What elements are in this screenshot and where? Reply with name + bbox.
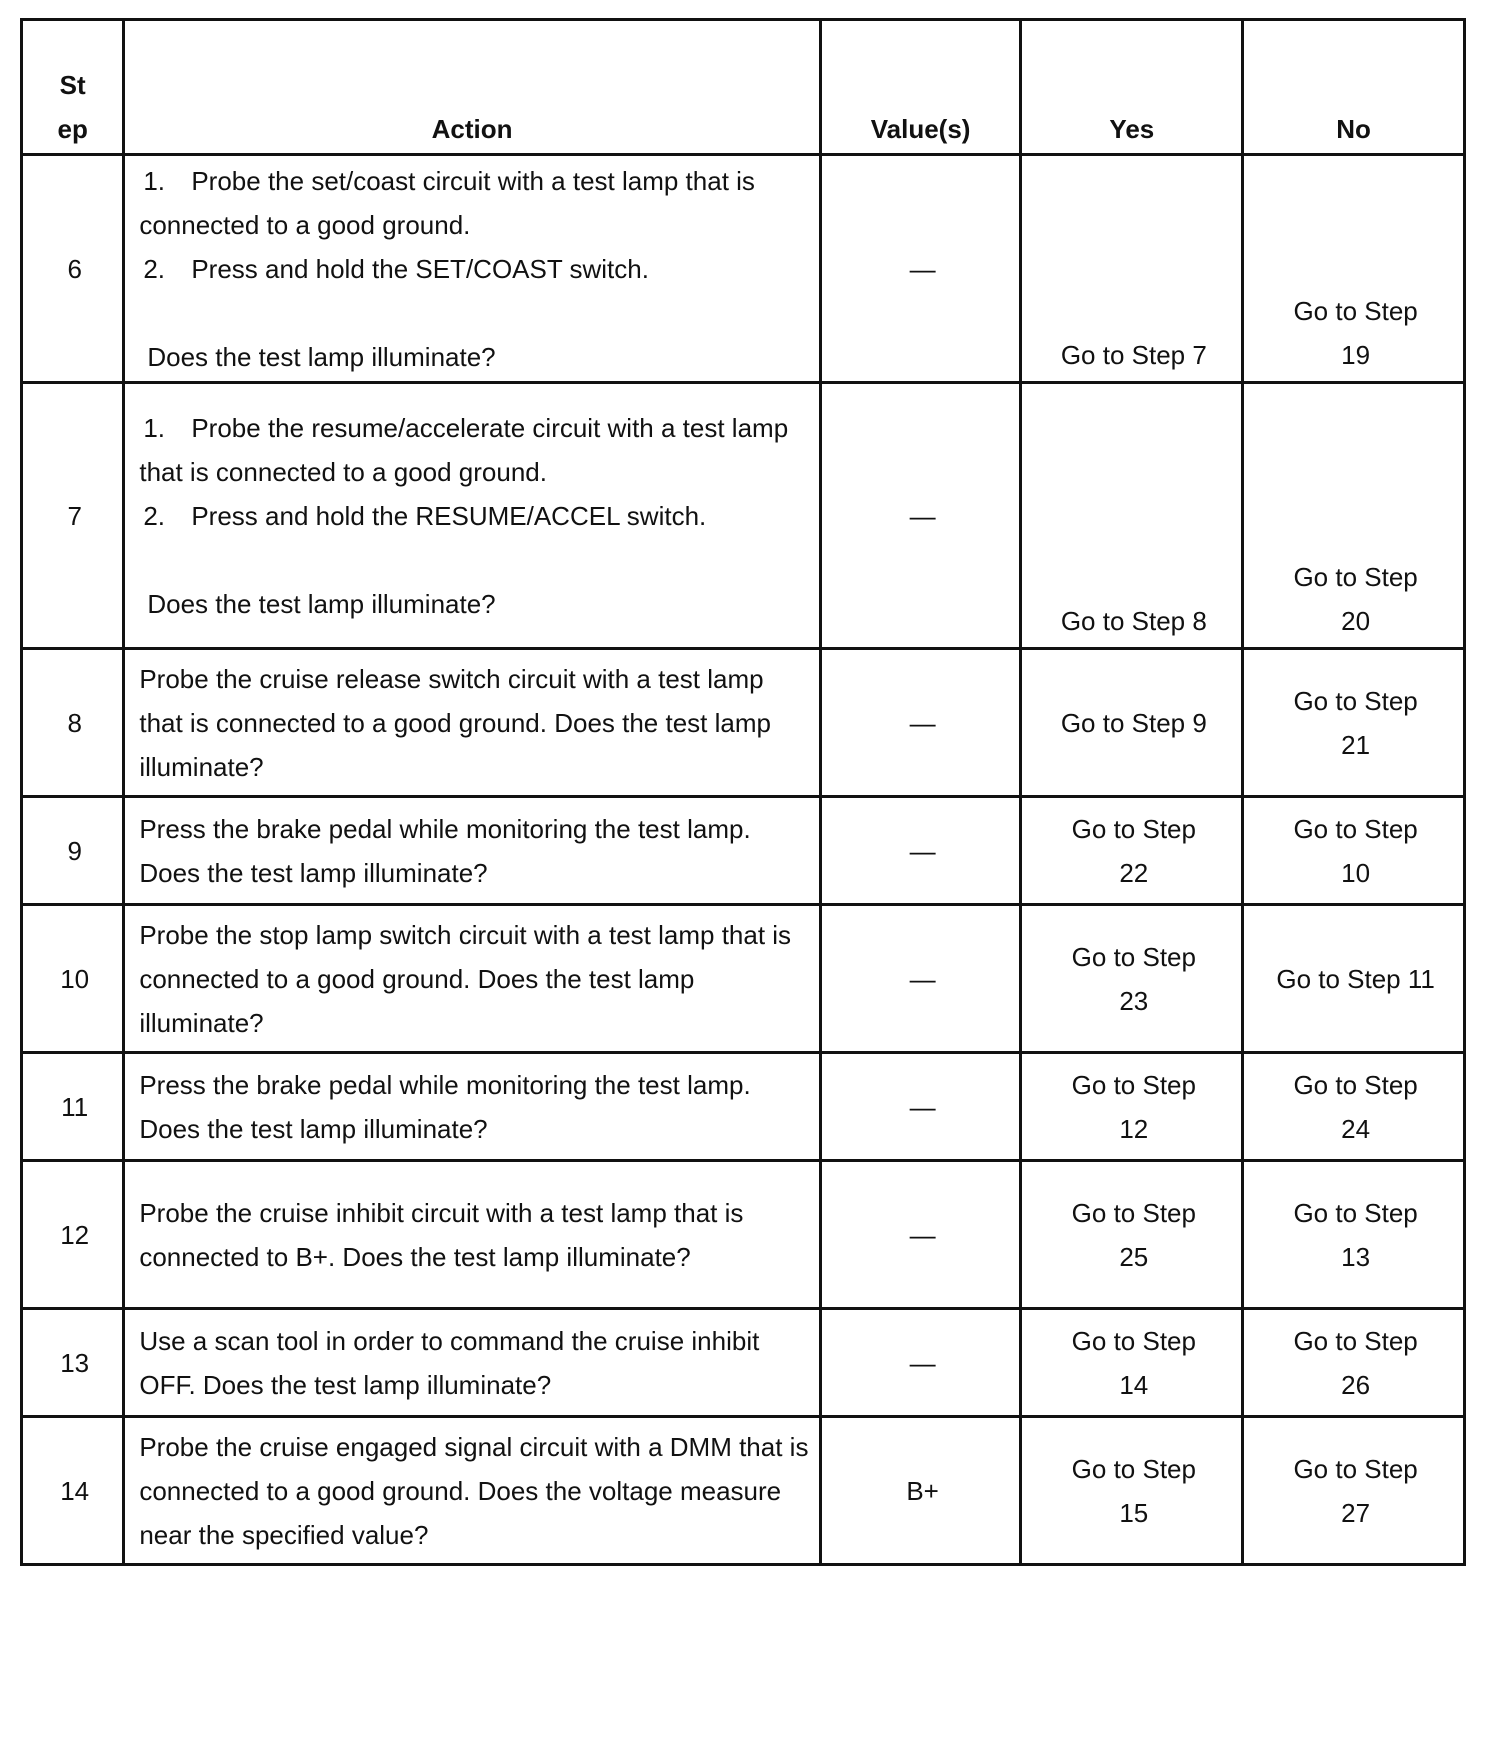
action-text: Press the brake pedal while monitoring the test lamp. Does the test lamp illuminate?	[139, 1069, 751, 1144]
value-cell: —	[820, 797, 1021, 905]
no-goto-text: Go to Step 26	[1293, 1325, 1418, 1400]
action-cell	[124, 649, 820, 797]
action-list-item	[139, 494, 808, 538]
list-item-text: Probe the set/coast circuit with a test lamp that is connected to a good ground.	[139, 165, 755, 240]
yes-cell	[1021, 1053, 1243, 1161]
value-cell: —	[820, 905, 1021, 1053]
table-row	[22, 649, 1465, 797]
action-text: Probe the stop lamp switch circuit with a test lamp that is connected to a good ground. Does the test lamp illuminate?	[139, 919, 792, 1038]
table-row	[22, 1417, 1465, 1565]
table-row	[22, 797, 1465, 905]
list-item-number: 1.	[143, 412, 166, 443]
list-item-number: 1.	[143, 165, 166, 196]
action-question: Does the test lamp illuminate?	[147, 588, 496, 619]
no-cell	[1243, 155, 1465, 383]
no-cell	[1243, 1417, 1465, 1565]
table-body	[22, 155, 1465, 1565]
yes-goto-text: Go to Step 12	[1071, 1069, 1196, 1144]
yes-cell	[1021, 1417, 1243, 1565]
yes-cell	[1021, 797, 1243, 905]
table-row	[22, 1053, 1465, 1161]
header-step: St ep	[22, 20, 124, 155]
action-text: Use a scan tool in order to command the cruise inhibit OFF. Does the test lamp illuminate?	[139, 1325, 760, 1400]
yes-cell	[1021, 905, 1243, 1053]
action-cell	[124, 905, 820, 1053]
action-text: Probe the cruise engaged signal circuit with a DMM that is connected to a good ground. Does the voltage measure near the specified value?	[139, 1431, 809, 1550]
step-number: 7	[22, 383, 124, 649]
yes-cell	[1021, 383, 1243, 649]
action-cell	[124, 383, 820, 649]
step-number: 6	[22, 155, 124, 383]
yes-goto-text: Go to Step 7	[1060, 340, 1207, 370]
header-action: Action	[124, 20, 820, 155]
action-list-item	[139, 247, 808, 291]
yes-goto-text: Go to Step 9	[1060, 707, 1207, 738]
action-cell	[124, 1309, 820, 1417]
no-goto-text: Go to Step 27	[1293, 1453, 1418, 1528]
action-cell	[124, 155, 820, 383]
action-cell	[124, 1053, 820, 1161]
table-header	[22, 20, 1465, 155]
step-number: 9	[22, 797, 124, 905]
yes-cell	[1021, 155, 1243, 383]
yes-goto-text: Go to Step 25	[1071, 1197, 1196, 1272]
header-values: Value(s)	[820, 20, 1021, 155]
no-cell	[1243, 1309, 1465, 1417]
yes-goto-text: Go to Step 8	[1060, 606, 1207, 636]
table-row	[22, 905, 1465, 1053]
yes-cell	[1021, 1161, 1243, 1309]
list-item-number: 2.	[143, 253, 166, 284]
list-item-text: Press and hold the RESUME/ACCEL switch.	[191, 500, 707, 531]
no-cell	[1243, 1053, 1465, 1161]
action-text: Press the brake pedal while monitoring the test lamp. Does the test lamp illuminate?	[139, 813, 751, 888]
header-no: No	[1243, 20, 1465, 155]
action-cell	[124, 1161, 820, 1309]
value-cell: —	[820, 1309, 1021, 1417]
table-row	[22, 1161, 1465, 1309]
diagnostic-table	[20, 18, 1466, 1566]
step-number: 12	[22, 1161, 124, 1309]
action-cell	[124, 1417, 820, 1565]
value-cell: B+	[820, 1417, 1021, 1565]
action-cell	[124, 797, 820, 905]
no-goto-text: Go to Step 24	[1293, 1069, 1418, 1144]
no-goto-text: Go to Step 11	[1276, 963, 1435, 994]
yes-cell	[1021, 649, 1243, 797]
no-goto-text: Go to Step 19	[1293, 296, 1418, 370]
action-list-item	[139, 406, 808, 494]
yes-goto-text: Go to Step 22	[1071, 813, 1196, 888]
value-cell: —	[820, 155, 1021, 383]
step-number: 13	[22, 1309, 124, 1417]
action-list-item	[139, 159, 808, 247]
step-number: 11	[22, 1053, 124, 1161]
action-text: Probe the cruise inhibit circuit with a test lamp that is connected to B+. Does the test lamp illuminate?	[139, 1197, 744, 1272]
yes-cell	[1021, 1309, 1243, 1417]
step-number: 8	[22, 649, 124, 797]
step-number: 10	[22, 905, 124, 1053]
action-text: Probe the cruise release switch circuit with a test lamp that is connected to a good ground. Does the test lamp illuminate?	[139, 663, 771, 782]
no-goto-text: Go to Step 21	[1293, 685, 1418, 760]
no-cell	[1243, 905, 1465, 1053]
value-cell: —	[820, 383, 1021, 649]
no-cell	[1243, 383, 1465, 649]
no-goto-text: Go to Step 13	[1293, 1197, 1418, 1272]
step-number: 14	[22, 1417, 124, 1565]
no-goto-text: Go to Step 10	[1293, 813, 1418, 888]
list-item-number: 2.	[143, 500, 166, 531]
value-cell: —	[820, 1053, 1021, 1161]
table-row	[22, 383, 1465, 649]
value-cell: —	[820, 1161, 1021, 1309]
no-cell	[1243, 1161, 1465, 1309]
yes-goto-text: Go to Step 23	[1071, 941, 1196, 1016]
table-row	[22, 1309, 1465, 1417]
yes-goto-text: Go to Step 14	[1071, 1325, 1196, 1400]
yes-goto-text: Go to Step 15	[1071, 1453, 1196, 1528]
no-cell	[1243, 649, 1465, 797]
list-item-text: Press and hold the SET/COAST switch.	[191, 253, 649, 284]
action-question: Does the test lamp illuminate?	[147, 341, 496, 372]
no-goto-text: Go to Step 20	[1293, 562, 1418, 636]
value-cell: —	[820, 649, 1021, 797]
list-item-text: Probe the resume/accelerate circuit with a test lamp that is connected to a good ground.	[139, 412, 789, 487]
table-row	[22, 155, 1465, 383]
header-yes: Yes	[1021, 20, 1243, 155]
no-cell	[1243, 797, 1465, 905]
